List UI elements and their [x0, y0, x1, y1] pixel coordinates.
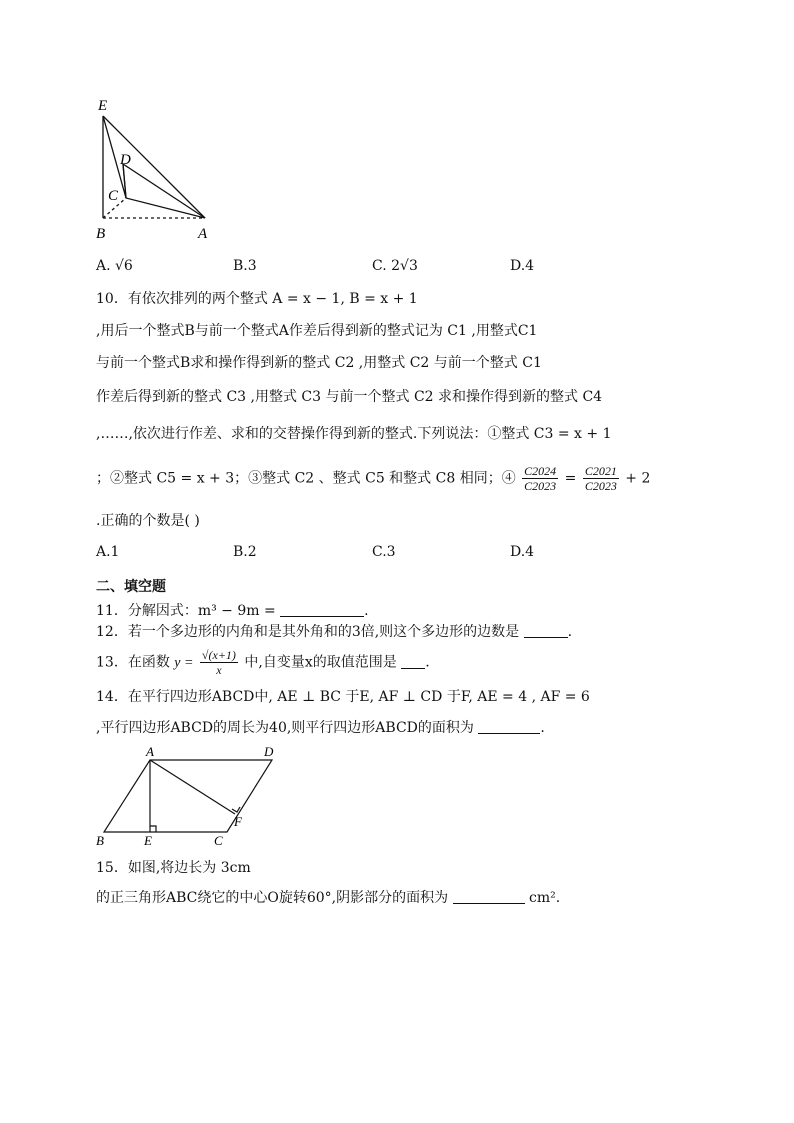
fig14-label-f: F [234, 814, 242, 829]
fig9-label-a: A [198, 226, 208, 242]
q10-line6b: + 2 [625, 470, 651, 487]
fig14-label-d: D [264, 744, 274, 759]
q11-answer-blank[interactable] [280, 602, 364, 617]
q10-equals: = [564, 470, 577, 487]
fig14-label-e: E [144, 833, 152, 848]
q10-frac1-den: C2023 [524, 479, 557, 493]
q12-text: 12．若一个多边形的内角和是其外角和的3倍,则这个多边形的边数是 [96, 624, 520, 640]
fig9-label-d: D [120, 152, 131, 168]
q11: 11．分解因式：m³ − 9m = . [96, 603, 369, 619]
q10-frac1-num: C2024 [524, 464, 557, 478]
q13-fraction [200, 648, 238, 677]
q13-text-a: 13．在函数 [96, 654, 170, 671]
q11-text: 11．分解因式：m³ − 9m = [96, 603, 276, 619]
q10-option-d: D.4 [510, 544, 535, 560]
fig14-label-b: B [96, 833, 104, 848]
q10-line3: 与前一个整式B求和操作得到新的整式 C2 ,用整式 C2 与前一个整式 C1 [96, 355, 542, 371]
q10-option-c: C.3 [372, 544, 396, 560]
q9-option-a: A. √6 [96, 258, 133, 274]
q10-line4: 作差后得到新的整式 C3 ,用整式 C3 与前一个整式 C2 求和操作得到新的整式 C4 [96, 389, 603, 405]
q10-option-b: B.2 [233, 544, 257, 560]
q14-answer-blank[interactable] [478, 719, 540, 734]
q13: 13．在函数 y = $\frac{√(x+1)}{x}$ 中,自变量x的取值范围是 . [96, 648, 430, 677]
q9-option-b: B.3 [233, 258, 257, 274]
q9-option-c: C. 2√3 [372, 258, 418, 274]
q15-line1: 15．如图,将边长为 3cm [96, 860, 251, 876]
q10-frac2-den: C2023 [584, 479, 617, 493]
q10-fraction-1 [522, 464, 558, 493]
q15-line2 [96, 888, 560, 908]
q15-line2-text: 的正三角形ABC绕它的中心O旋转60°,阴影部分的面积为 [96, 890, 449, 906]
q10-line1: 10．有依次排列的两个整式 A = x − 1, B = x + 1 [96, 291, 418, 307]
q13-y-equals: y = [174, 655, 194, 671]
q13-answer-blank[interactable] [401, 654, 425, 669]
fig9-label-b: B [96, 226, 106, 242]
q9-option-d: D.4 [510, 258, 535, 274]
q13-den: x [216, 663, 222, 677]
section-heading-fill-in: 二、填空题 [96, 579, 166, 595]
fig14-label-c: C [214, 833, 223, 848]
q12: 12．若一个多边形的内角和是其外角和的3倍,则这个多边形的边数是 . [96, 624, 573, 640]
fig14-label-a: A [146, 744, 154, 759]
q15-unit: cm². [529, 890, 561, 906]
q14-line2: ,平行四边形ABCD的周长为40,则平行四边形ABCD的面积为 . [96, 720, 545, 736]
figure-q14 [92, 744, 282, 848]
q10-frac2-num: C2021 [584, 464, 617, 478]
q10-line5: ,……,依次进行作差、求和的交替操作得到新的整式.下列说法：①整式 C3 = x + 1 [96, 426, 612, 442]
q10-line2: ,用后一个整式B与前一个整式A作差后得到新的整式记为 C1 ,用整式C1 [96, 323, 538, 339]
q10-line6a: ；②整式 C5 = x + 3；③整式 C2 、整式 C5 和整式 C8 相同；④ [96, 470, 516, 487]
q14-line2-text: ,平行四边形ABCD的周长为40,则平行四边形ABCD的面积为 [96, 720, 474, 736]
q10-fraction-2 [583, 464, 619, 493]
q13-text-b: 中,自变量x的取值范围是 [244, 654, 397, 671]
figure-q9 [88, 92, 228, 242]
q12-answer-blank[interactable] [524, 623, 568, 638]
q10-line6 [96, 464, 650, 493]
q15-answer-blank[interactable] [453, 889, 525, 904]
fig9-label-e: E [98, 98, 108, 114]
q10-line7: .正确的个数是( ) [96, 513, 200, 529]
q13-num: √(x+1) [201, 648, 236, 662]
q10-option-a: A.1 [96, 544, 120, 560]
fig9-label-c: C [108, 188, 119, 204]
q14-line1: 14．在平行四边形ABCD中, AE ⊥ BC 于E, AF ⊥ CD 于F, AE = 4 , AF = 6 [96, 689, 590, 705]
